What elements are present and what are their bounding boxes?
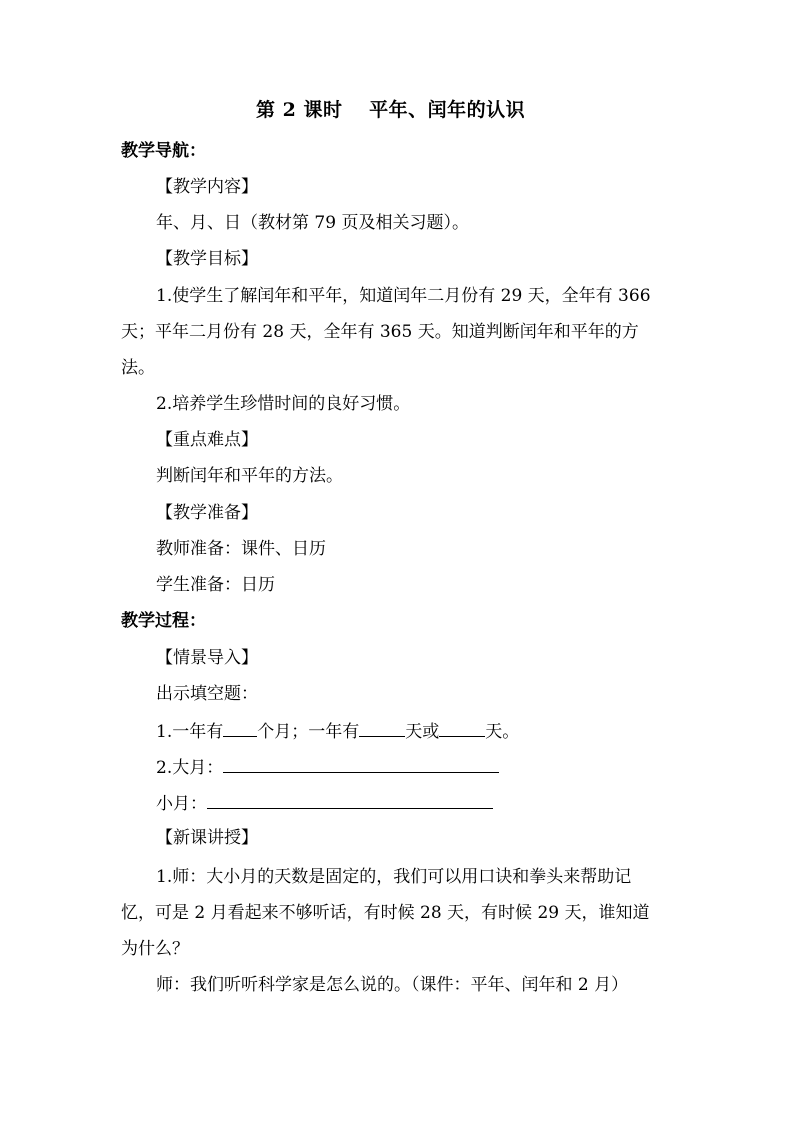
key-label: 【重点难点】 xyxy=(156,430,258,450)
fill-question-3 xyxy=(156,792,493,814)
fill1-part-a: 1.一年有 xyxy=(156,722,224,742)
lesson-title: 第 2 课时 平年、闰年的认识 xyxy=(256,99,526,121)
intro-label: 【情景导入】 xyxy=(156,648,258,668)
key-text: 判断闰年和平年的方法。 xyxy=(156,466,343,486)
fill1-part-c: 天或 xyxy=(405,722,440,742)
process-heading: 教学过程： xyxy=(121,611,206,631)
fill-intro: 出示填空题： xyxy=(156,684,258,704)
fill-blank-months xyxy=(223,720,257,737)
content-text: 年、月、日（教材第 79 页及相关习题）。 xyxy=(156,213,469,233)
fill3-label: 小月： xyxy=(156,794,207,814)
fill-blank-days-b xyxy=(439,720,485,737)
goal2: 2.培养学生珍惜时间的良好习惯。 xyxy=(156,394,411,414)
guide-heading: 教学导航： xyxy=(121,141,206,161)
fill1-part-b: 个月；一年有 xyxy=(257,722,360,742)
goal1-line3: 法。 xyxy=(121,358,155,378)
p1-line2: 忆，可是 2 月看起来不够听话，有时候 28 天，有时候 29 天，谁知道 xyxy=(121,903,650,923)
fill-blank-big-months xyxy=(223,756,499,773)
content-label: 【教学内容】 xyxy=(156,177,258,197)
fill1-part-d: 天。 xyxy=(485,722,520,742)
fill-question-2 xyxy=(156,756,499,778)
student-prep: 学生准备：日历 xyxy=(156,575,275,595)
prep-label: 【教学准备】 xyxy=(156,503,258,523)
p1-line3: 为什么？ xyxy=(121,939,189,959)
goal1-line1: 1.使学生了解闰年和平年，知道闰年二月份有 29 天，全年有 366 xyxy=(156,286,651,306)
fill-blank-days-a xyxy=(359,720,405,737)
fill2-label: 2.大月： xyxy=(156,758,224,778)
goal1-line2: 天；平年二月份有 28 天，全年有 365 天。知道判断闰年和平年的方 xyxy=(121,322,639,342)
new-lesson-label: 【新课讲授】 xyxy=(156,828,258,848)
goals-label: 【教学目标】 xyxy=(156,249,258,269)
teacher-prep: 教师准备：课件、日历 xyxy=(156,539,326,559)
fill-blank-small-months xyxy=(207,792,493,809)
fill-question-1 xyxy=(156,720,519,742)
p1-line1: 1.师：大小月的天数是固定的，我们可以用口诀和拳头来帮助记 xyxy=(156,867,632,887)
p2: 师：我们听听科学家是怎么说的。（课件：平年、闰年和 2 月） xyxy=(156,975,629,995)
